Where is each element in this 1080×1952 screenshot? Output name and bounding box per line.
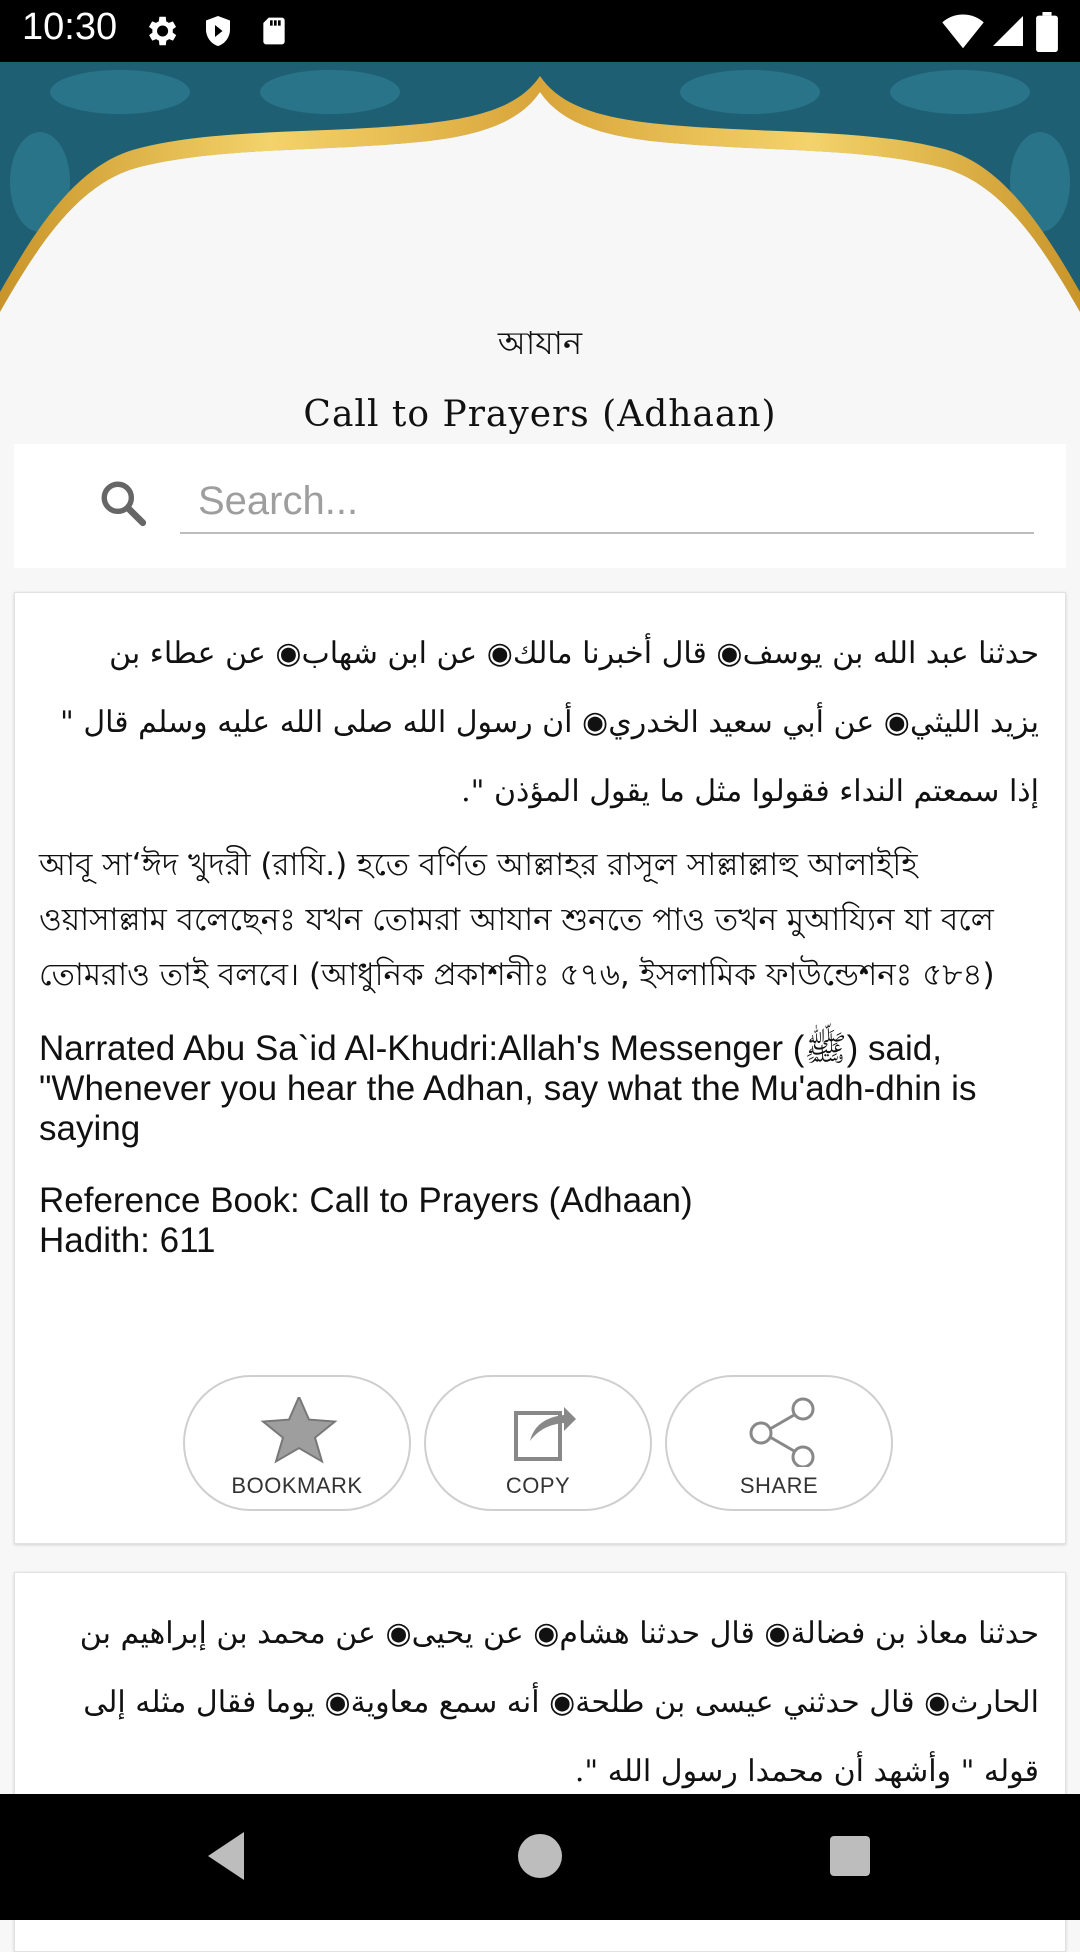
- share-button[interactable]: [665, 1375, 893, 1511]
- search-bar: [14, 444, 1066, 568]
- status-bar: [0, 0, 1080, 62]
- recents-icon[interactable]: [828, 1830, 872, 1882]
- hadith-card: [14, 592, 1066, 1544]
- reference-book: Reference Book: Call to Prayers (Adhaan): [39, 1181, 693, 1220]
- gear-icon: [142, 12, 180, 50]
- hadith-bangla-text: আবূ সা‘ঈদ খুদরী (রাযি.) হতে বর্ণিত আল্লাহর রাসূল সাল্লাল্লাহু আলাইহি ওয়াসাল্লাম বলেছেনঃ যখন তোমরা আযান শুনতে পাও তখন মুআয্যিন যা বলে তোমরাও তাই বলবে। (আধুনিক প্রকাশনীঃ ৫৭৬, ইসলামিক ফাউন্ডেশনঃ ৫৮৪): [39, 847, 995, 993]
- copy-icon: [426, 1397, 654, 1467]
- header-decoration: [0, 62, 1080, 322]
- page-title-bangla: আযান: [497, 324, 583, 362]
- hadith-actions: [183, 1375, 903, 1515]
- wifi-icon: [942, 12, 984, 50]
- home-icon[interactable]: [516, 1830, 564, 1882]
- hadith-english-text: Narrated Abu Sa`id Al-Khudri:Allah's Messenger (ﷺ) said, "Whenever you hear the Adhan, say what the Mu'adh-dhin is saying: [39, 1029, 977, 1148]
- search-input[interactable]: [180, 470, 1034, 534]
- search-icon[interactable]: [98, 478, 148, 528]
- hadith-arabic-text: حدثنا عبد الله بن يوسف◉ قال أخبرنا مالك◉ عن ابن شهاب◉ عن عطاء بن يزيد الليثي◉ عن أبي سعيد الخدري◉ أن رسول الله صلى الله عليه وسلم قال " إذا سمعتم النداء فقولوا مثل ما يقول المؤذن ".: [59, 636, 1039, 809]
- star-icon: [185, 1397, 413, 1467]
- hadith-number: Hadith: 611: [39, 1221, 216, 1260]
- hadith-reference: [15, 1149, 1065, 1261]
- status-time: 10:30: [22, 6, 118, 48]
- page-titles: [0, 318, 1080, 435]
- shield-icon: [200, 12, 236, 50]
- signal-icon: [990, 12, 1026, 50]
- back-icon[interactable]: [204, 1830, 248, 1882]
- share-label: SHARE: [739, 1473, 819, 1498]
- copy-label: COPY: [505, 1473, 571, 1498]
- bookmark-label: BOOKMARK: [231, 1473, 363, 1498]
- battery-icon: [1036, 12, 1058, 52]
- sdcard-icon: [258, 12, 290, 50]
- navigation-bar: [0, 1794, 1080, 1920]
- copy-button[interactable]: [424, 1375, 652, 1511]
- share-icon: [667, 1397, 895, 1467]
- bookmark-button[interactable]: [183, 1375, 411, 1511]
- hadith-arabic-text: حدثنا معاذ بن فضالة◉ قال حدثنا هشام◉ عن يحيى◉ عن محمد بن إبراهيم بن الحارث◉ قال حدثني عيسى بن طلحة◉ أنه سمع معاوية◉ يوما فقال مثله إلى قوله " وأشهد أن محمدا رسول الله ".: [79, 1616, 1039, 1789]
- page-title-english: Call to Prayers (Adhaan): [303, 394, 777, 435]
